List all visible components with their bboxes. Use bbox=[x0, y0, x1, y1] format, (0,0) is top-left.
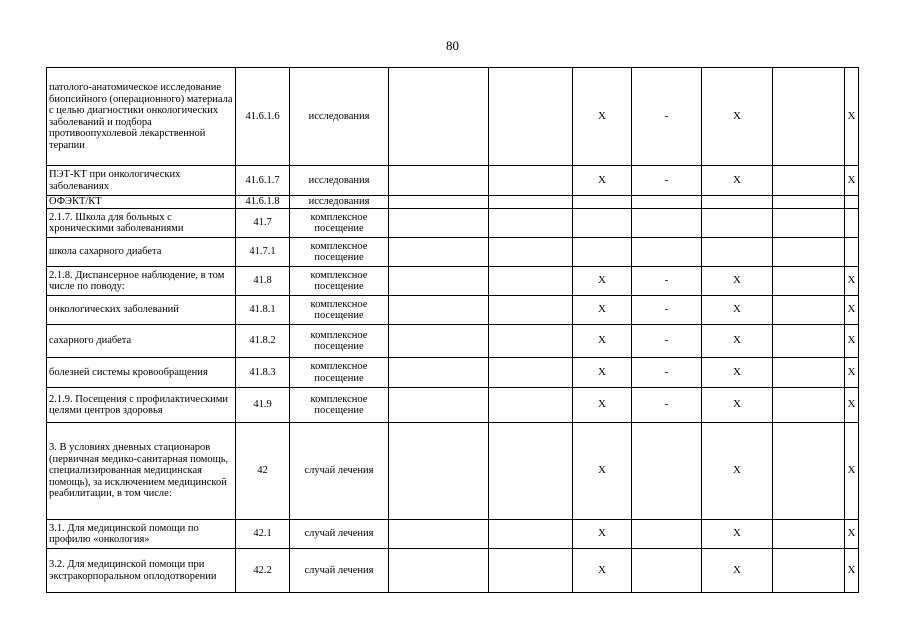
cell-c6: X bbox=[573, 549, 632, 593]
cell-name: онкологических заболеваний bbox=[47, 296, 236, 325]
cell-c7: - bbox=[632, 166, 702, 196]
cell-name: ОФЭКТ/КТ bbox=[47, 196, 236, 209]
cell-unit: комплексное посещение bbox=[290, 209, 389, 238]
cell-code: 42 bbox=[236, 423, 290, 520]
cell-code: 41.6.1.6 bbox=[236, 68, 290, 166]
cell-c4 bbox=[389, 520, 489, 549]
cell-c5 bbox=[489, 358, 573, 388]
table-row bbox=[47, 196, 859, 209]
cell-c8: X bbox=[702, 267, 773, 296]
cell-c4 bbox=[389, 238, 489, 267]
cell-name: школа сахарного диабета bbox=[47, 238, 236, 267]
cell-c6: X bbox=[573, 358, 632, 388]
cell-c4 bbox=[389, 358, 489, 388]
cell-c10: X bbox=[845, 267, 859, 296]
cell-c7 bbox=[632, 520, 702, 549]
cell-unit: комплексное посещение bbox=[290, 325, 389, 358]
cell-c10 bbox=[845, 196, 859, 209]
cell-c10: X bbox=[845, 166, 859, 196]
cell-c6: X bbox=[573, 166, 632, 196]
cell-c10: X bbox=[845, 388, 859, 423]
cell-c7: - bbox=[632, 296, 702, 325]
cell-unit: комплексное посещение bbox=[290, 388, 389, 423]
cell-name: 2.1.9. Посещения с профилактическими целями центров здоровья bbox=[47, 388, 236, 423]
table-body bbox=[47, 68, 859, 593]
cell-c5 bbox=[489, 325, 573, 358]
cell-c5 bbox=[489, 549, 573, 593]
cell-code: 41.9 bbox=[236, 388, 290, 423]
cell-name: 3.2. Для медицинской помощи при экстракорпоральном оплодотворении bbox=[47, 549, 236, 593]
cell-c5 bbox=[489, 296, 573, 325]
cell-name: сахарного диабета bbox=[47, 325, 236, 358]
cell-c6: X bbox=[573, 325, 632, 358]
cell-c7 bbox=[632, 238, 702, 267]
cell-c7 bbox=[632, 209, 702, 238]
cell-name: патолого-анатомическое исследование биопсийного (операционного) материала с целью диагностики онкологических заболеваний и подбора противоопухолевой лекарственной терапии bbox=[47, 68, 236, 166]
cell-c8: X bbox=[702, 549, 773, 593]
cell-unit: случай лечения bbox=[290, 549, 389, 593]
cell-c6 bbox=[573, 196, 632, 209]
table-row bbox=[47, 68, 859, 166]
cell-c9 bbox=[773, 267, 845, 296]
cell-c10: X bbox=[845, 358, 859, 388]
cell-c9 bbox=[773, 196, 845, 209]
cell-c5 bbox=[489, 520, 573, 549]
cell-c7: - bbox=[632, 267, 702, 296]
table-row bbox=[47, 209, 859, 238]
cell-c7: - bbox=[632, 358, 702, 388]
cell-code: 41.6.1.7 bbox=[236, 166, 290, 196]
cell-c10: X bbox=[845, 520, 859, 549]
cell-unit: комплексное посещение bbox=[290, 296, 389, 325]
cell-c5 bbox=[489, 209, 573, 238]
cell-c8: X bbox=[702, 296, 773, 325]
cell-c9 bbox=[773, 549, 845, 593]
cell-unit: исследования bbox=[290, 196, 389, 209]
table-row bbox=[47, 358, 859, 388]
table-row bbox=[47, 423, 859, 520]
cell-c9 bbox=[773, 388, 845, 423]
cell-c4 bbox=[389, 296, 489, 325]
cell-c4 bbox=[389, 267, 489, 296]
table-row bbox=[47, 166, 859, 196]
cell-name: 3.1. Для медицинской помощи по профилю «онкология» bbox=[47, 520, 236, 549]
cell-c9 bbox=[773, 238, 845, 267]
cell-c9 bbox=[773, 296, 845, 325]
cell-c8: X bbox=[702, 358, 773, 388]
cell-unit: случай лечения bbox=[290, 520, 389, 549]
cell-c6: X bbox=[573, 388, 632, 423]
cell-c8: X bbox=[702, 166, 773, 196]
cell-c9 bbox=[773, 68, 845, 166]
cell-c8: X bbox=[702, 423, 773, 520]
cell-c10 bbox=[845, 209, 859, 238]
cell-c4 bbox=[389, 325, 489, 358]
data-table bbox=[46, 67, 859, 593]
cell-unit: исследования bbox=[290, 68, 389, 166]
cell-c10: X bbox=[845, 68, 859, 166]
cell-code: 41.8.3 bbox=[236, 358, 290, 388]
cell-c9 bbox=[773, 358, 845, 388]
cell-unit: комплексное посещение bbox=[290, 238, 389, 267]
cell-unit: комплексное посещение bbox=[290, 267, 389, 296]
cell-c9 bbox=[773, 423, 845, 520]
table-row bbox=[47, 520, 859, 549]
cell-c8 bbox=[702, 196, 773, 209]
cell-c7 bbox=[632, 549, 702, 593]
cell-c9 bbox=[773, 325, 845, 358]
table-row bbox=[47, 238, 859, 267]
cell-c5 bbox=[489, 68, 573, 166]
cell-c10: X bbox=[845, 423, 859, 520]
cell-c9 bbox=[773, 520, 845, 549]
cell-c6 bbox=[573, 209, 632, 238]
cell-unit: комплексное посещение bbox=[290, 358, 389, 388]
cell-name: болезней системы кровообращения bbox=[47, 358, 236, 388]
cell-code: 41.6.1.8 bbox=[236, 196, 290, 209]
cell-c5 bbox=[489, 166, 573, 196]
cell-c6: X bbox=[573, 296, 632, 325]
cell-c6: X bbox=[573, 68, 632, 166]
cell-c4 bbox=[389, 549, 489, 593]
cell-c10: X bbox=[845, 549, 859, 593]
cell-c8: X bbox=[702, 325, 773, 358]
cell-c5 bbox=[489, 388, 573, 423]
cell-code: 42.2 bbox=[236, 549, 290, 593]
cell-name: 2.1.7. Школа для больных с хроническими заболеваниями bbox=[47, 209, 236, 238]
table-row bbox=[47, 388, 859, 423]
cell-c8: X bbox=[702, 520, 773, 549]
cell-c8 bbox=[702, 209, 773, 238]
cell-c5 bbox=[489, 238, 573, 267]
cell-name: ПЭТ-КТ при онкологических заболеваниях bbox=[47, 166, 236, 196]
table-row bbox=[47, 267, 859, 296]
cell-c5 bbox=[489, 267, 573, 296]
cell-code: 41.8 bbox=[236, 267, 290, 296]
cell-c6: X bbox=[573, 423, 632, 520]
cell-unit: исследования bbox=[290, 166, 389, 196]
cell-code: 41.7.1 bbox=[236, 238, 290, 267]
cell-c5 bbox=[489, 196, 573, 209]
cell-c6: X bbox=[573, 520, 632, 549]
cell-name: 2.1.8. Диспансерное наблюдение, в том числе по поводу: bbox=[47, 267, 236, 296]
cell-c9 bbox=[773, 166, 845, 196]
cell-c4 bbox=[389, 388, 489, 423]
table-row bbox=[47, 325, 859, 358]
cell-c6 bbox=[573, 238, 632, 267]
cell-unit: случай лечения bbox=[290, 423, 389, 520]
cell-code: 41.7 bbox=[236, 209, 290, 238]
cell-c10 bbox=[845, 238, 859, 267]
cell-c4 bbox=[389, 166, 489, 196]
cell-c4 bbox=[389, 68, 489, 166]
cell-c7: - bbox=[632, 325, 702, 358]
cell-c10: X bbox=[845, 325, 859, 358]
cell-c8: X bbox=[702, 388, 773, 423]
cell-c8: X bbox=[702, 68, 773, 166]
cell-code: 42.1 bbox=[236, 520, 290, 549]
page-number: 80 bbox=[446, 38, 459, 53]
cell-c7 bbox=[632, 423, 702, 520]
cell-c4 bbox=[389, 209, 489, 238]
cell-code: 41.8.2 bbox=[236, 325, 290, 358]
cell-c4 bbox=[389, 196, 489, 209]
cell-c7: - bbox=[632, 68, 702, 166]
cell-c7: - bbox=[632, 388, 702, 423]
cell-c7 bbox=[632, 196, 702, 209]
cell-code: 41.8.1 bbox=[236, 296, 290, 325]
cell-c5 bbox=[489, 423, 573, 520]
cell-c6: X bbox=[573, 267, 632, 296]
table-row bbox=[47, 549, 859, 593]
cell-name: 3. В условиях дневных стационаров (первичная медико-санитарная помощь, специализированная медицинская помощь), за исключением медицинской реабилитации, в том числе: bbox=[47, 423, 236, 520]
table-row bbox=[47, 296, 859, 325]
cell-c4 bbox=[389, 423, 489, 520]
cell-c10: X bbox=[845, 296, 859, 325]
cell-c9 bbox=[773, 209, 845, 238]
cell-c8 bbox=[702, 238, 773, 267]
